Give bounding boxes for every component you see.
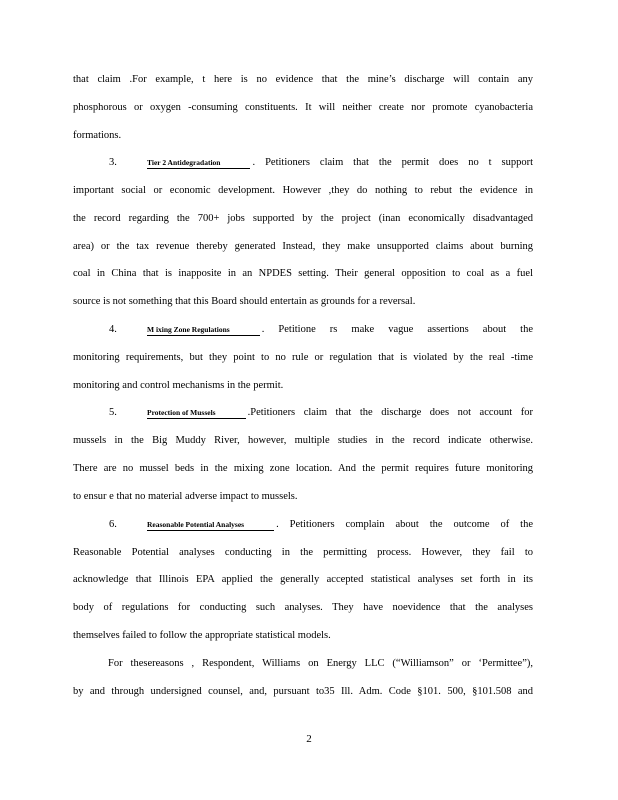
body-line: source is not something that this Board should entertain as grounds for a reversal. (73, 296, 416, 307)
body-line: the record regarding the 700+ jobs supported by the project (inan economically disadvantaged (73, 213, 533, 224)
body-line: phosphorous or oxygen -consuming constituents. It will neither create nor promote cyanobacteria (73, 102, 533, 113)
item-3-line: 3. Tier 2 Antidegradation . Petitioners claim that the permit does no t support (109, 157, 533, 168)
body-line: Reasonable Potential analyses conducting in the permitting process. However, they fail to (73, 547, 533, 558)
body-line: themselves failed to follow the appropriate statistical models. (73, 630, 331, 641)
item-number: 5. (109, 407, 117, 418)
item-heading: Protection of Mussels (147, 408, 246, 419)
body-text: Petitione rs make vague assertions about the (278, 324, 534, 335)
body-text: Petitioners complain about the outcome of the (289, 519, 534, 530)
body-line: monitoring and control mechanisms in the permit. (73, 380, 284, 391)
item-6-line: 6. Reasonable Potential Analyses . Petitioners complain about the outcome of the (109, 519, 534, 530)
body-line: that claim .For example, t here is no evidence that the mine’s discharge will contain any (73, 74, 533, 85)
body-line: area) or the tax revenue thereby generated Instead, they make unsupported claims about burning (73, 241, 533, 252)
item-number: 3. (109, 157, 117, 168)
item-number: 6. (109, 519, 117, 530)
body-line: monitoring requirements, but they point to no rule or regulation that is violated by the real -time (73, 352, 533, 363)
page-number: 2 (306, 733, 312, 745)
body-line: by and through undersigned counsel, and, pursuant to35 Ill. Adm. Code §101. 500, §101.508 and (73, 686, 533, 697)
body-line: mussels in the Big Muddy River, however, multiple studies in the record indicate otherwise. (73, 435, 533, 446)
body-line: coal in China that is inapposite in an NPDES setting. Their general opposition to coal as a fuel (73, 268, 533, 279)
body-line: to ensur e that no material adverse impact to mussels. (73, 491, 298, 502)
body-line: For thesereasons , Respondent, Williams on Energy LLC (“Williamson” or ‘Permittee”), (108, 658, 533, 669)
item-number: 4. (109, 324, 117, 335)
item-4-line: 4. M ixing Zone Regulations . Petitione rs make vague assertions about the (109, 324, 534, 335)
body-text: Petitioners claim that the discharge does not account for (250, 407, 533, 418)
body-line: There are no mussel beds in the mixing zone location. And the permit requires future monitoring (73, 463, 533, 474)
item-heading: Tier 2 Antidegradation (147, 158, 250, 169)
body-line: formations. (73, 130, 122, 141)
body-line: body of regulations for conducting such analyses. They have noevidence that the analyses (73, 602, 533, 613)
item-heading: M ixing Zone Regulations (147, 325, 260, 336)
item-heading: Reasonable Potential Analyses (147, 520, 274, 531)
body-text: Petitioners claim that the permit does no t support (265, 157, 533, 168)
item-5-line: 5. Protection of Mussels .Petitioners claim that the discharge does not account for (109, 407, 533, 418)
body-line: important social or economic development. However ,they do nothing to rebut the evidence in (73, 185, 533, 196)
body-line: acknowledge that Illinois EPA applied the generally accepted statistical analyses set forth in its (73, 574, 533, 585)
